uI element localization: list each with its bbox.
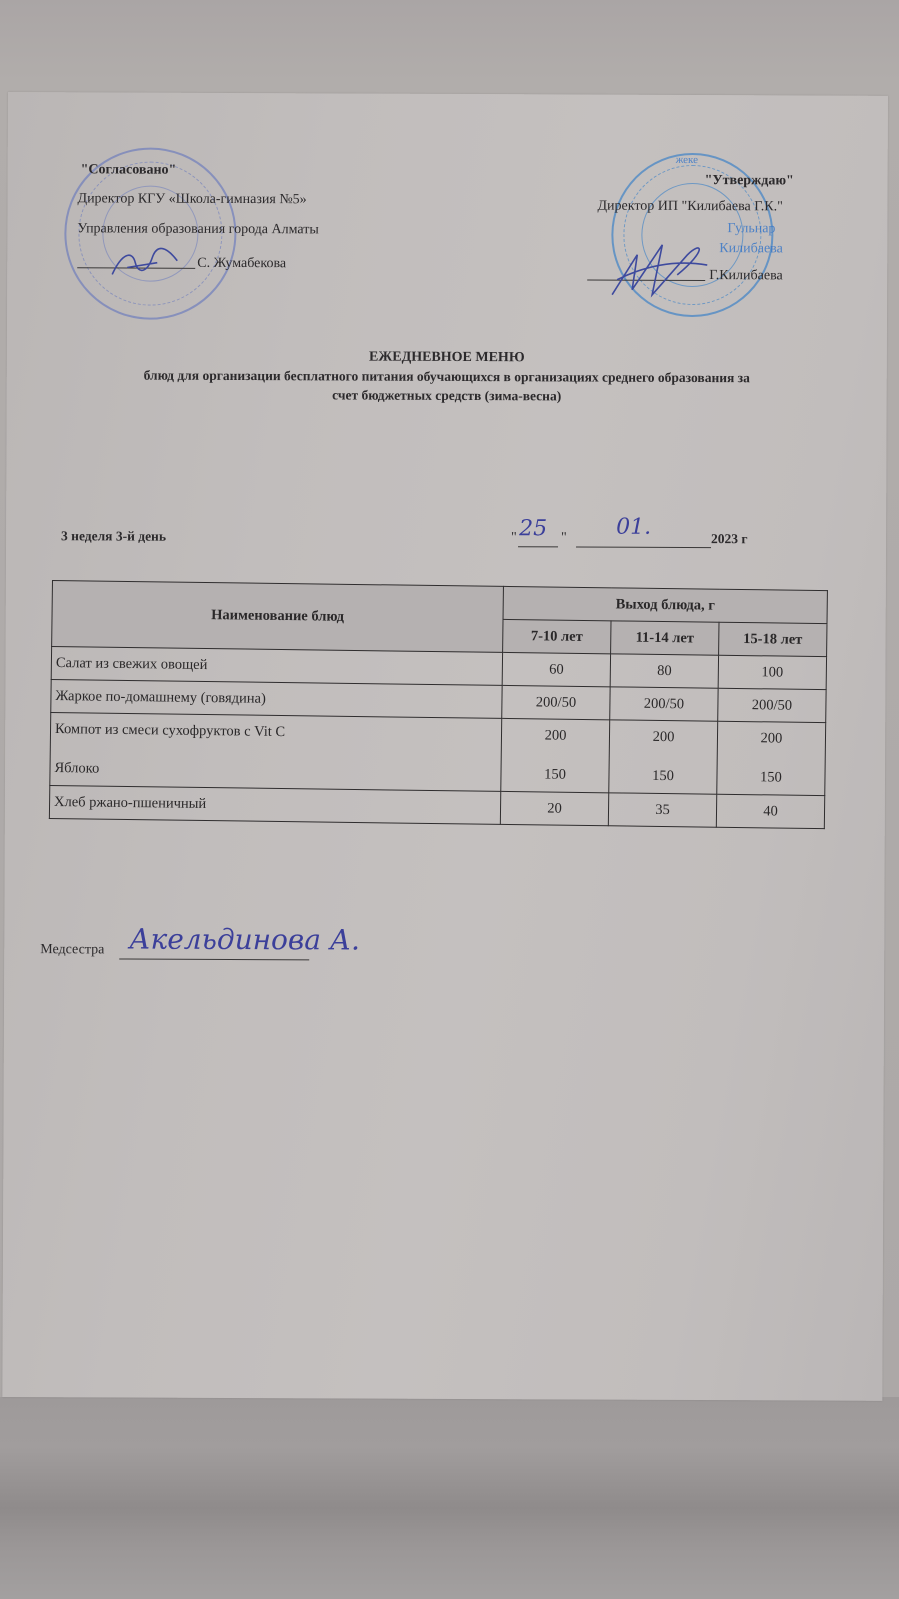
nurse-signature-line [119, 958, 309, 960]
page-title: ЕЖЕДНЕВНОЕ МЕНЮ [369, 349, 525, 366]
dish-name: Салат из свежих овощей [51, 647, 502, 686]
header-dish-name: Наименование блюд [52, 581, 504, 653]
approved-line-1: Директор ИП "Килибаева Г.К." [597, 198, 783, 215]
agreed-signature-icon [107, 242, 187, 282]
stamp-line-3: Килибаева [719, 241, 783, 257]
agreed-line-1: Директор КГУ «Школа-гимназия №5» [77, 191, 307, 208]
date-day: 25 [519, 516, 548, 542]
dish-value: 200 [760, 730, 783, 747]
dish-value: 150 [759, 769, 782, 786]
page-subtitle-1: блюд для организации бесплатного питания обучающихся в организациях среднего образования за [143, 367, 750, 386]
dish-value: 200/50 [502, 685, 610, 719]
stamp-line-2: Гульнар [727, 221, 776, 237]
dish-value: 100 [718, 655, 826, 689]
dish-name: Яблоко [54, 760, 100, 777]
dish-value-cell [717, 721, 826, 795]
date-day-line [518, 546, 558, 547]
dish-name: Компот из смеси сухофруктов с Vit C [54, 721, 286, 741]
table-row [50, 712, 826, 795]
date-year: 2023 г [711, 531, 748, 547]
approved-signatory: Г.Килибаева [709, 268, 783, 284]
approved-signature-icon [607, 235, 717, 305]
week-day-label: 3 неделя 3-й день [61, 528, 167, 544]
approved-heading: "Утверждаю" [704, 173, 794, 189]
dish-name-cell [50, 712, 502, 791]
dish-value-cell [609, 720, 718, 794]
dish-value: 200/50 [610, 687, 718, 721]
date-quote-open: " [511, 530, 517, 546]
dish-value: 200 [652, 728, 675, 746]
header-age-15-18: 15-18 лет [719, 622, 827, 656]
nurse-signature: Акельдинова А. [129, 922, 361, 957]
date-month: 01. [616, 514, 652, 540]
header-age-11-14: 11-14 лет [611, 621, 719, 655]
background-surface [0, 1397, 899, 1599]
stamp-line-1: жеке [675, 153, 699, 167]
header-age-7-10: 7-10 лет [503, 619, 611, 653]
dish-value: 200 [544, 727, 567, 744]
dish-value: 35 [608, 793, 716, 827]
dish-value: 80 [610, 654, 718, 688]
header-output: Выход блюда, г [503, 586, 827, 623]
dish-value-cell [501, 718, 610, 792]
dish-name: Хлеб ржано-пшеничный [49, 785, 500, 824]
dish-value: 20 [500, 791, 608, 825]
date-quote-close: " [561, 530, 567, 546]
menu-table [49, 580, 828, 829]
agreed-signatory: С. Жумабекова [197, 255, 287, 272]
page-subtitle-2: счет бюджетных средств (зима-весна) [332, 387, 562, 404]
agreed-heading: "Согласовано" [80, 162, 177, 178]
dish-value: 150 [652, 767, 674, 785]
dish-value: 150 [544, 766, 567, 783]
date-month-line [576, 546, 711, 548]
dish-value: 40 [716, 794, 824, 828]
dish-value: 60 [502, 652, 610, 686]
dish-name: Жаркое по-домашнему (говядина) [51, 679, 502, 718]
nurse-label: Медсестра [40, 942, 105, 958]
dish-value: 200/50 [718, 688, 826, 722]
agreed-line-2: Управления образования города Алматы [77, 221, 319, 238]
